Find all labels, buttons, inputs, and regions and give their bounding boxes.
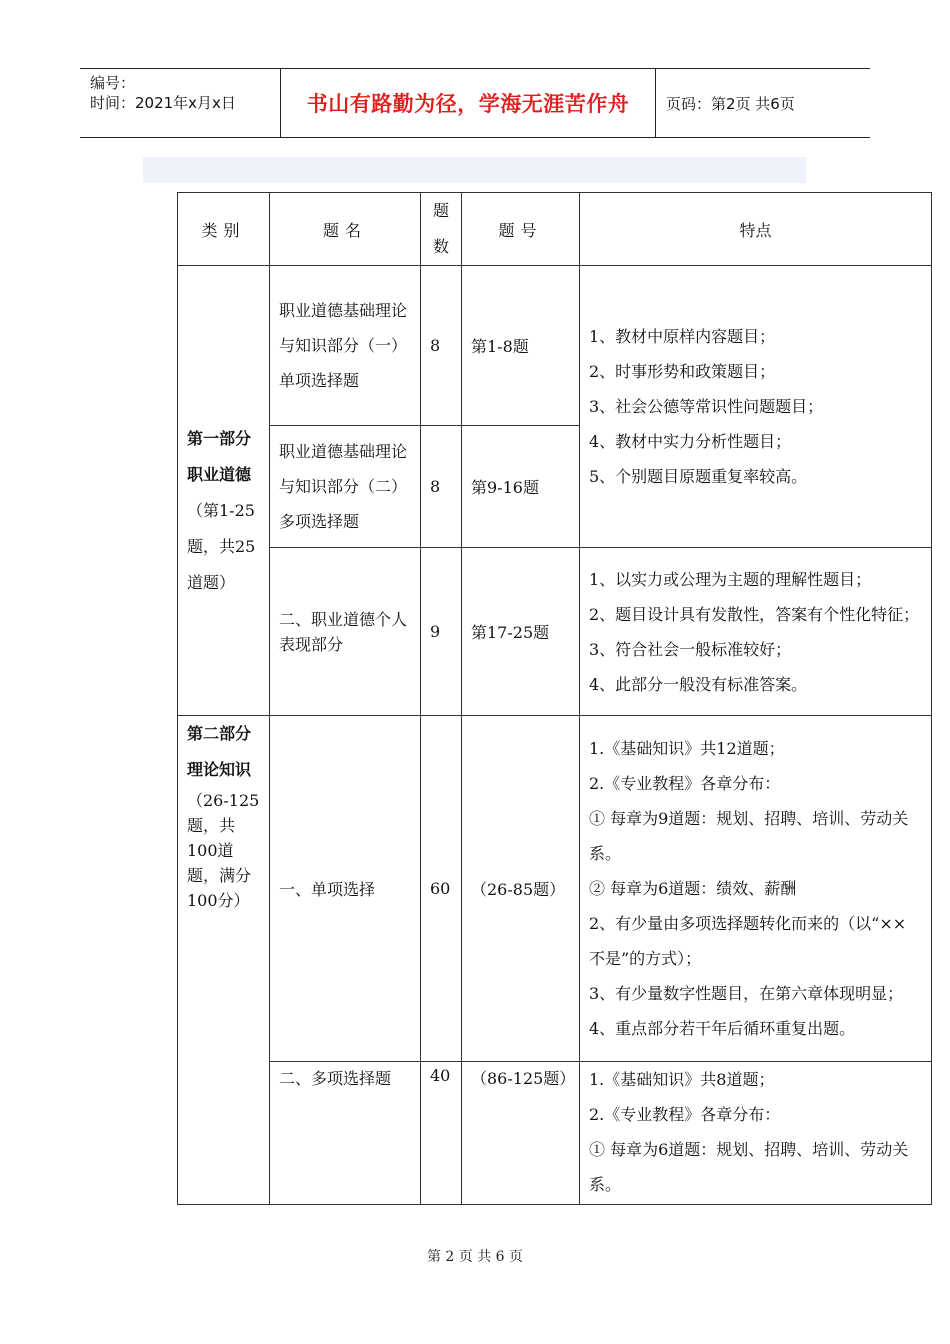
exam-structure-table (177, 192, 932, 1205)
part1-row1-count: 8 (421, 266, 462, 426)
part2-row2-features: 1.《基础知识》共8道题； 2.《专业教程》各章分布： ① 每章为6道题：规划、招聘、培训、劳动关系。 (580, 1062, 932, 1205)
part2-row2-name: 二、多项选择题 (270, 1062, 421, 1205)
header-name: 题名 (270, 193, 421, 266)
header-category: 类别 (178, 193, 270, 266)
part1-row3-number: 第17-25题 (462, 548, 580, 716)
table-row (178, 266, 932, 426)
part1-row1-name: 职业道德基础理论与知识部分（一）单项选择题 (270, 266, 421, 426)
part1-sub: （第1-25题，共25道题） (187, 500, 256, 592)
part2-title1: 第二部分 (187, 724, 252, 743)
part1-row2-name: 职业道德基础理论与知识部分（二）多项选择题 (270, 426, 421, 548)
header-number: 题号 (462, 193, 580, 266)
header-page-cell (656, 69, 870, 137)
part1-features-a: 1、教材中原样内容题目； 2、时事形势和政策题目； 3、社会公德等常识性问题题目； 4、教材中实力分析性题目； 5、个别题目原题重复率较高。 (580, 266, 932, 548)
part1-row2-count: 8 (421, 426, 462, 548)
header-meta (80, 69, 281, 137)
part2-row1-name: 一、单项选择 (270, 716, 421, 1062)
part2-row1-features: 1.《基础知识》共12道题； 2.《专业教程》各章分布： ① 每章为9道题：规划、招聘、培训、劳动关系。 ② 每章为6道题：绩效、薪酬 2、有少量由多项选择题转化而来的（以“××不是”的方式）； 3、有少量数字性题目，在第六章体现明显； 4、重点部分若干年后循环重复出题。 (580, 716, 932, 1062)
table-header-row (178, 193, 932, 266)
header-motto-cell (281, 69, 656, 137)
page-footer: 第 2 页 共 6 页 (426, 1249, 524, 1265)
table-row (178, 548, 932, 716)
part2-title2: 理论知识 (187, 760, 252, 779)
part1-row2-number: 第9-16题 (462, 426, 580, 548)
part1-title1: 第一部分 (187, 428, 252, 448)
shaded-band (143, 157, 806, 183)
part1-row1-number: 第1-8题 (462, 266, 580, 426)
part1-row3-name: 二、职业道德个人表现部分 (270, 548, 421, 716)
motto: 书山有路勤为径，学海无涯苦作舟 (306, 92, 630, 116)
header-features: 特点 (580, 193, 932, 266)
part2-row2-count: 40 (421, 1062, 462, 1205)
table-row (178, 1062, 932, 1205)
header-count: 题 数 (421, 193, 462, 266)
time-label: 时间：2021年x月x日 (90, 94, 236, 112)
part1-row3-count: 9 (421, 548, 462, 716)
part1-category (178, 266, 270, 716)
part2-row2-number: （86-125题） (462, 1062, 580, 1205)
table-row (178, 716, 932, 1062)
part1-title2: 职业道德 (187, 464, 252, 484)
document-header (80, 68, 870, 138)
page-label: 页码：第2页 共6页 (666, 94, 795, 113)
part2-sub: （26-125题，共100道题，满分100分） (187, 791, 260, 910)
part1-features-b: 1、以实力或公理为主题的理解性题目； 2、题目设计具有发散性，答案有个性化特征； 3、符合社会一般标准较好； 4、此部分一般没有标准答案。 (580, 548, 932, 716)
part2-row1-number: （26-85题） (462, 716, 580, 1062)
part2-row1-count: 60 (421, 716, 462, 1062)
part2-category (178, 716, 270, 1205)
serial-label: 编号： (90, 74, 136, 92)
